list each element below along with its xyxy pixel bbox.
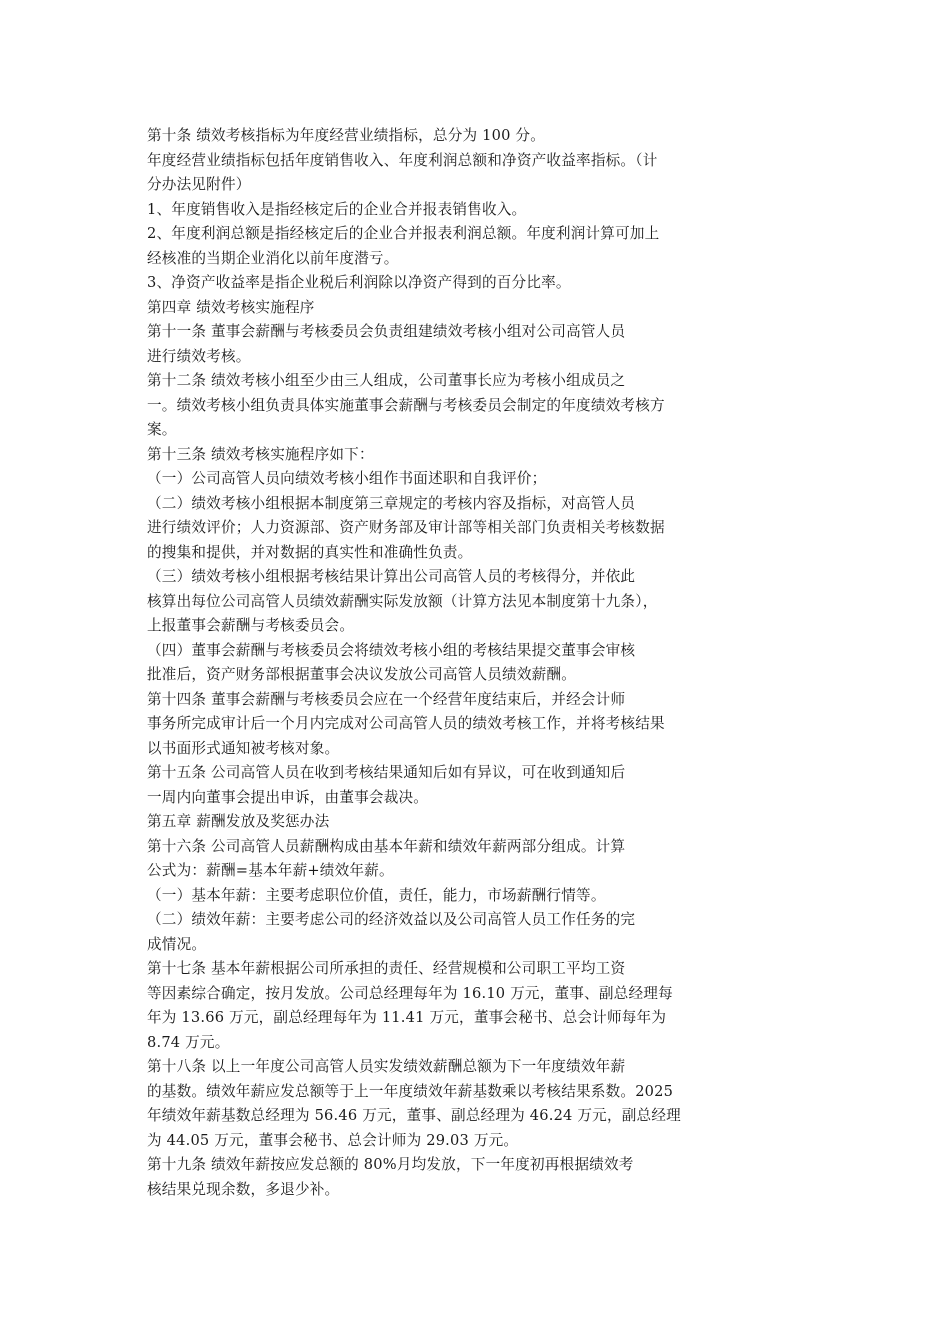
text-line: 进行绩效评价；人力资源部、资产财务部及审计部等相关部门负责相关考核数据 bbox=[147, 519, 665, 536]
text-line: 1、年度销售收入是指经核定后的企业合并报表销售收入。 bbox=[147, 200, 527, 218]
text-line: 成情况。 bbox=[147, 935, 207, 953]
text-line: 上报董事会薪酬与考核委员会。 bbox=[147, 617, 355, 634]
text-line: 分办法见附件） bbox=[147, 176, 251, 193]
text-line: 一周内向董事会提出申诉，由董事会裁决。 bbox=[147, 788, 429, 806]
text-line: 第十三条 绩效考核实施程序如下： bbox=[147, 445, 374, 463]
text-line: 第十七条 基本年薪根据公司所承担的责任、经营规模和公司职工平均工资 bbox=[147, 960, 626, 977]
text-line: 第十九条 绩效年薪按应发总额的 80%月均发放，下一年度初再根据绩效考 bbox=[147, 1156, 634, 1173]
text-line: 等因素综合确定，按月发放。公司总经理每年为 16.10 万元，董事、副总经理每 bbox=[147, 984, 673, 1002]
text-line: 进行绩效考核。 bbox=[147, 347, 251, 365]
text-line: 的基数。绩效年薪应发总额等于上一年度绩效年薪基数乘以考核结果系数。2025 bbox=[147, 1082, 674, 1100]
text-line: 批准后，资产财务部根据董事会决议发放公司高管人员绩效薪酬。 bbox=[147, 666, 577, 683]
text-line: 公式为：薪酬=基本年薪+绩效年薪。 bbox=[147, 862, 394, 879]
text-line: 的搜集和提供，并对数据的真实性和准确性负责。 bbox=[147, 543, 473, 561]
text-line: （四）董事会薪酬与考核委员会将绩效考核小组的考核结果提交董事会审核 bbox=[147, 641, 636, 659]
text-line: 第四章 绩效考核实施程序 bbox=[147, 298, 315, 316]
text-line: 年绩效年薪基数总经理为 56.46 万元，董事、副总经理为 46.24 万元，副总经理 bbox=[147, 1107, 681, 1124]
text-line: 2、年度利润总额是指经核定后的企业合并报表利润总额。年度利润计算可加上 bbox=[147, 225, 660, 242]
text-line: （一）基本年薪：主要考虑职位价值，责任，能力，市场薪酬行情等。 bbox=[147, 886, 606, 904]
text-line: 核结果兑现余数，多退少补。 bbox=[147, 1180, 340, 1198]
text-line: 第五章 薪酬发放及奖惩办法 bbox=[147, 813, 330, 830]
text-line: 以书面形式通知被考核对象。 bbox=[147, 739, 340, 757]
text-line: 8.74 万元。 bbox=[147, 1033, 230, 1051]
text-line: 为 44.05 万元，董事会秘书、总会计师为 29.03 万元。 bbox=[147, 1131, 519, 1149]
text-line: 第十二条 绩效考核小组至少由三人组成，公司董事长应为考核小组成员之 bbox=[147, 372, 626, 389]
text-line: （三）绩效考核小组根据考核结果计算出公司高管人员的考核得分，并依此 bbox=[147, 568, 636, 585]
text-line: 3、净资产收益率是指企业税后利润除以净资产得到的百分比率。 bbox=[147, 274, 571, 291]
text-line: 第十六条 公司高管人员薪酬构成由基本年薪和绩效年薪两部分组成。计算 bbox=[147, 837, 626, 855]
text-line: 核算出每位公司高管人员绩效薪酬实际发放额（计算方法见本制度第十九条）， bbox=[147, 592, 658, 610]
text-line: 年度经营业绩指标包括年度销售收入、年度利润总额和净资产收益率指标。（计 bbox=[147, 151, 658, 169]
text-line: 第十八条 以上一年度公司高管人员实发绩效薪酬总额为下一年度绩效年薪 bbox=[147, 1058, 626, 1075]
text-line: （二）绩效年薪：主要考虑公司的经济效益以及公司高管人员工作任务的完 bbox=[147, 911, 636, 928]
text-line: （二）绩效考核小组根据本制度第三章规定的考核内容及指标，对高管人员 bbox=[147, 494, 636, 512]
text-line: 事务所完成审计后一个月内完成对公司高管人员的绩效考核工作，并将考核结果 bbox=[147, 715, 665, 732]
document-body bbox=[147, 124, 747, 1202]
text-line: 第十五条 公司高管人员在收到考核结果通知后如有异议，可在收到通知后 bbox=[147, 764, 626, 781]
text-line: 第十四条 董事会薪酬与考核委员会应在一个经营年度结束后，并经会计师 bbox=[147, 690, 626, 708]
text-line: 经核准的当期企业消化以前年度潜亏。 bbox=[147, 249, 399, 267]
text-line: 一。绩效考核小组负责具体实施董事会薪酬与考核委员会制定的年度绩效考核方 bbox=[147, 396, 665, 414]
text-line: 案。 bbox=[147, 421, 177, 438]
text-line: 年为 13.66 万元，副总经理每年为 11.41 万元，董事会秘书、总会计师每年为 bbox=[147, 1009, 667, 1026]
text-line: 第十一条 董事会薪酬与考核委员会负责组建绩效考核小组对公司高管人员 bbox=[147, 323, 626, 340]
text-line: 第十条 绩效考核指标为年度经营业绩指标，总分为 100 分。 bbox=[147, 127, 546, 144]
text-line: （一）公司高管人员向绩效考核小组作书面述职和自我评价； bbox=[147, 470, 547, 487]
